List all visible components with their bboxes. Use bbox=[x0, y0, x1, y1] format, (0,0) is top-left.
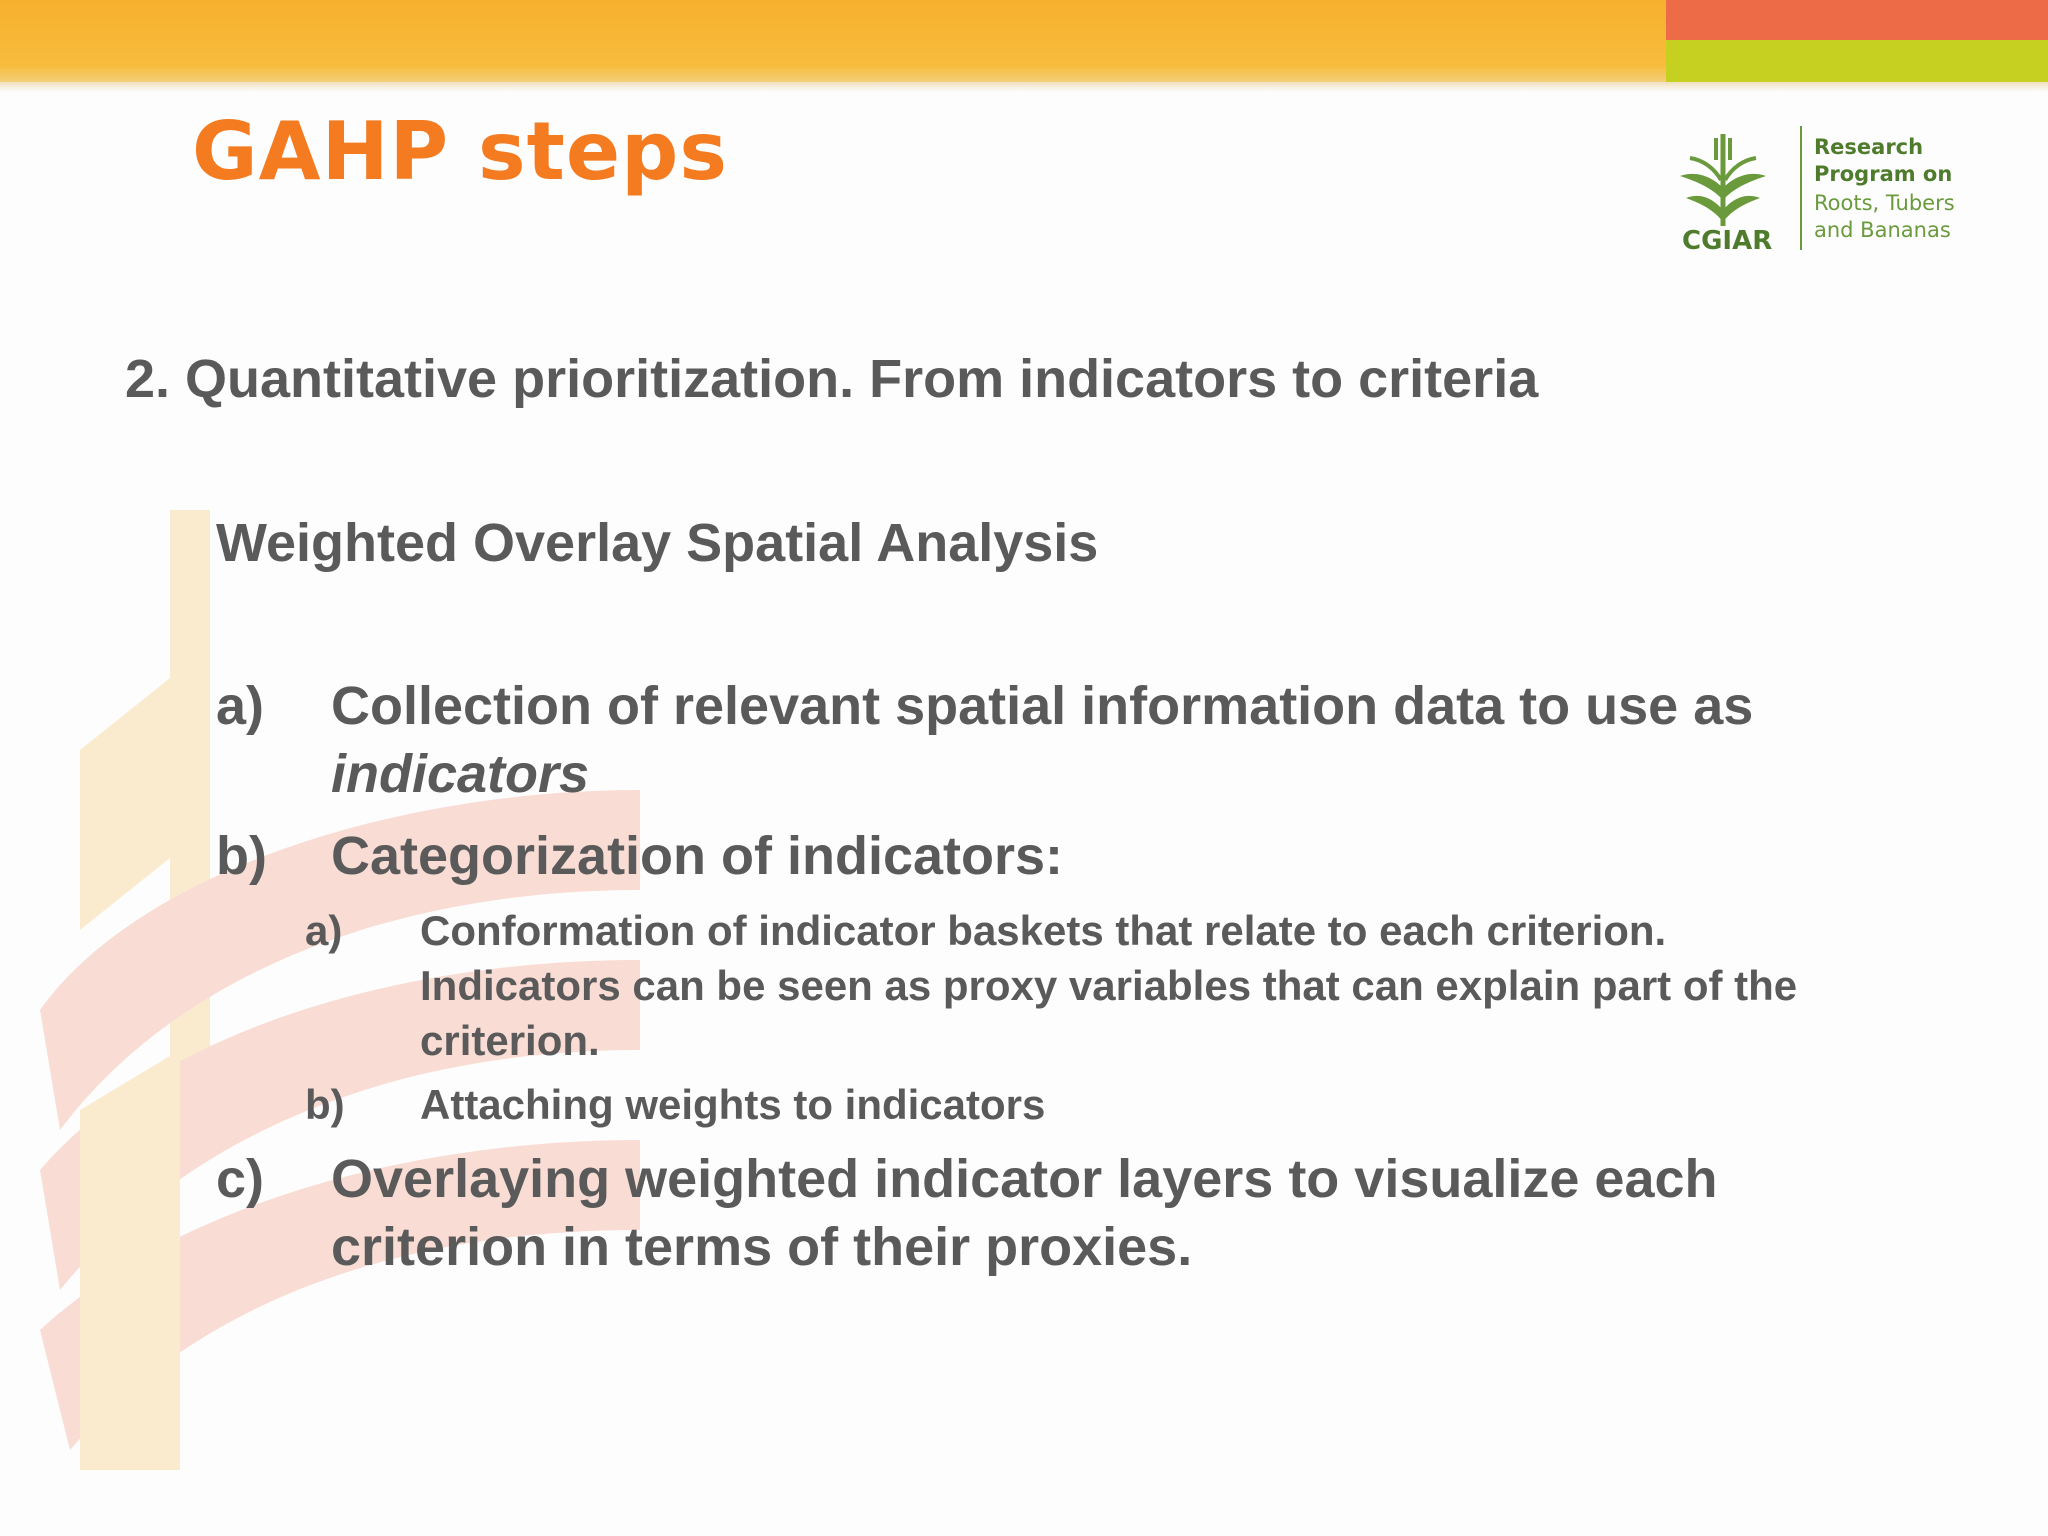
section-heading: 2. Quantitative prioritization. From indicators to criteria bbox=[125, 349, 1539, 409]
logo-line-bananas: and Bananas bbox=[1814, 218, 1951, 242]
sub-list-marker: b) bbox=[305, 1081, 345, 1128]
sub-list-item-b bbox=[305, 1077, 2005, 1137]
logo-line-program: Program on bbox=[1814, 162, 1953, 186]
sub-list-item-text: Conformation of indicator baskets that relate to each criterion. bbox=[420, 907, 1667, 954]
list-item-text: Categorization of indicators: bbox=[331, 826, 1064, 886]
slide-title: GAHP steps bbox=[192, 105, 729, 198]
list-item-text-italic: indicators bbox=[331, 744, 590, 804]
list-marker: b) bbox=[216, 826, 267, 886]
wheat-leaf-icon bbox=[1668, 126, 1778, 236]
logo-divider bbox=[1800, 126, 1802, 250]
sub-list-item-text: Attaching weights to indicators bbox=[420, 1081, 1046, 1128]
list-item-text: criterion in terms of their proxies. bbox=[331, 1217, 1193, 1277]
top-right-red-stripe bbox=[1666, 0, 2048, 40]
top-right-green-stripe bbox=[1666, 40, 2048, 82]
list-marker: c) bbox=[216, 1149, 265, 1209]
sub-list-item-text: criterion. bbox=[420, 1017, 600, 1064]
list-item-text: Collection of relevant spatial information data to use as bbox=[331, 676, 1754, 736]
sub-list-item-a bbox=[305, 903, 2005, 1073]
list-item-c bbox=[216, 1145, 1976, 1285]
top-band-shadow bbox=[0, 82, 2048, 92]
cgiar-rtb-logo bbox=[1668, 118, 1988, 298]
list-marker: a) bbox=[216, 676, 265, 736]
list-item-a bbox=[216, 672, 1976, 812]
sub-list-marker: a) bbox=[305, 907, 343, 954]
logo-line-research: Research bbox=[1814, 135, 1924, 159]
section-subheading: Weighted Overlay Spatial Analysis bbox=[216, 513, 1099, 573]
list-item-b bbox=[216, 822, 1976, 892]
sub-list-item-text: Indicators can be seen as proxy variables that can explain part of the bbox=[420, 962, 1798, 1009]
list-item-text: Overlaying weighted indicator layers to visualize each bbox=[331, 1149, 1718, 1209]
logo-line-roots: Roots, Tubers bbox=[1814, 191, 1955, 215]
logo-cgiar-text: CGIAR bbox=[1682, 226, 1773, 256]
